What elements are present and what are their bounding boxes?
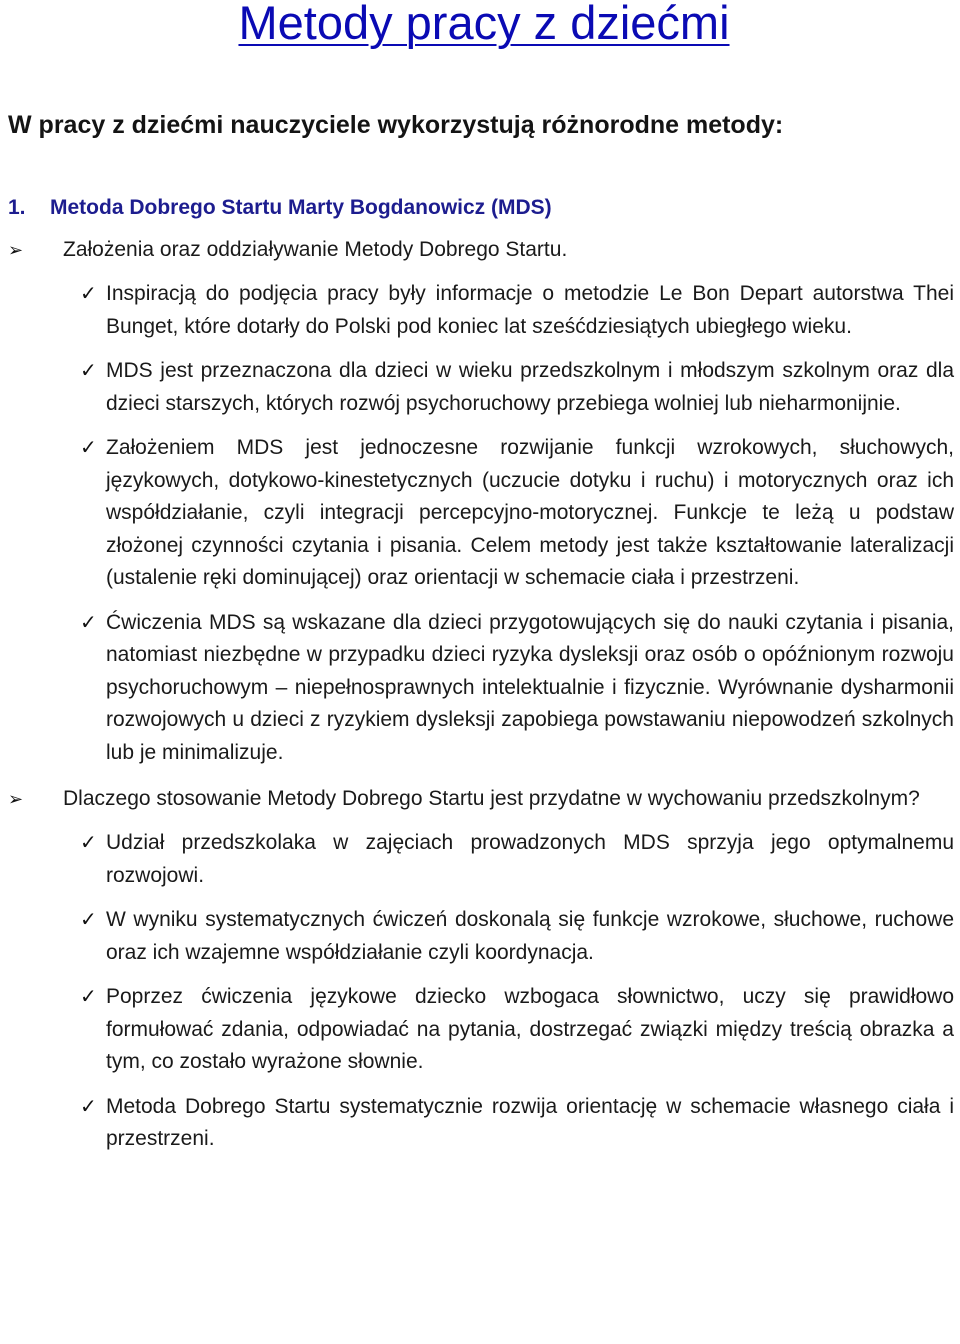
- list-item-text: Inspiracją do podjęcia pracy były informacje o metodzie Le Bon Depart autorstwa Thei Bunget, które dotarły do Polski pod koniec lat sześćdziesiątych ubiegłego wieku.: [106, 282, 954, 338]
- list-item: [8, 827, 960, 892]
- check-icon: ✓: [80, 283, 97, 305]
- list-item-text: Udział przedszkolaka w zajęciach prowadzonych MDS sprzyja jego optymalnemu rozwojowi.: [106, 831, 954, 887]
- list-item-text: Poprzez ćwiczenia językowe dziecko wzbogaca słownictwo, uczy się prawidłowo formułować zdania, odpowiadać na pytania, dostrzegać związki między treścią obrazka a tym, co zostało wyrażone słownie.: [106, 985, 954, 1073]
- check-icon: ✓: [80, 360, 97, 382]
- list-item-text: W wyniku systematycznych ćwiczeń doskonalą się funkcje wzrokowe, słuchowe, ruchowe oraz ich wzajemne współdziałanie czyli koordynacja.: [106, 908, 954, 964]
- list-item-text: MDS jest przeznaczona dla dzieci w wieku przedszkolnym i młodszym szkolnym oraz dla dzieci starszych, których rozwój psychoruchowy przebiega wolniej lub nieharmonijnie.: [106, 359, 954, 415]
- arrow-bullet-icon: ➢: [8, 240, 24, 260]
- method-number: 1.: [8, 196, 26, 219]
- arrow-bullet-icon: ➢: [8, 789, 24, 809]
- list-item-text: Założeniem MDS jest jednoczesne rozwijanie funkcji wzrokowych, słuchowych, językowych, dotykowo-kinestetycznych (uczucie dotyku i ruchu) i motorycznych oraz ich współdziałanie, czyli integracji percepcyjno-motorycznej. Funkcje te leżą u podstaw złożonej czynności czytania i pisania. Celem metody jest także kształtowanie lateralizacji (ustalenie ręki dominującej) oraz orientacji w schemacie ciała i przestrzeni.: [106, 436, 954, 589]
- check-icon: ✓: [80, 437, 97, 459]
- check-icon: ✓: [80, 611, 97, 634]
- section-list: [8, 827, 960, 1156]
- list-item: [8, 607, 960, 770]
- list-item-text: Metoda Dobrego Startu systematycznie rozwija orientację w schemacie własnego ciała i przestrzeni.: [106, 1094, 954, 1150]
- section-heading-text: Dlaczego stosowanie Metody Dobrego Startu jest przydatne w wychowaniu przedszkolnym?: [63, 787, 920, 810]
- check-icon: ✓: [80, 1095, 97, 1118]
- list-item-text: Ćwiczenia MDS są wskazane dla dzieci przygotowujących się do nauki czytania i pisania, natomiast niezbędne w przypadku dzieci ryzyka dysleksji oraz osób o opóźnionym rozwoju psychoruchowym – niepełnosprawnych intelektualnie i fizycznie. Wyrównanie dysharmonii rozwojowych u dzieci z ryzykiem dysleksji zapobiega powstawaniu niepowodzeń szkolnych lub je minimalizuje.: [106, 610, 954, 764]
- section-list: [8, 278, 960, 769]
- list-item: [8, 981, 960, 1079]
- list-item: [8, 1091, 960, 1156]
- list-item: [8, 278, 960, 343]
- intro-heading: W pracy z dziećmi nauczyciele wykorzystują różnorodne metody:: [8, 111, 784, 139]
- section-heading: [8, 234, 960, 266]
- check-icon: ✓: [80, 832, 97, 854]
- check-icon: ✓: [80, 909, 97, 931]
- list-item: [8, 355, 960, 420]
- check-icon: ✓: [80, 986, 97, 1008]
- section-heading-text: Założenia oraz oddziaływanie Metody Dobrego Startu.: [63, 238, 568, 261]
- list-item: [8, 904, 960, 969]
- page-title: Metody pracy z dziećmi: [238, 0, 730, 49]
- method-heading: [8, 194, 960, 222]
- section-heading: [8, 783, 960, 815]
- list-item: [8, 432, 960, 595]
- method-name: Metoda Dobrego Startu Marty Bogdanowicz (MDS): [50, 196, 552, 219]
